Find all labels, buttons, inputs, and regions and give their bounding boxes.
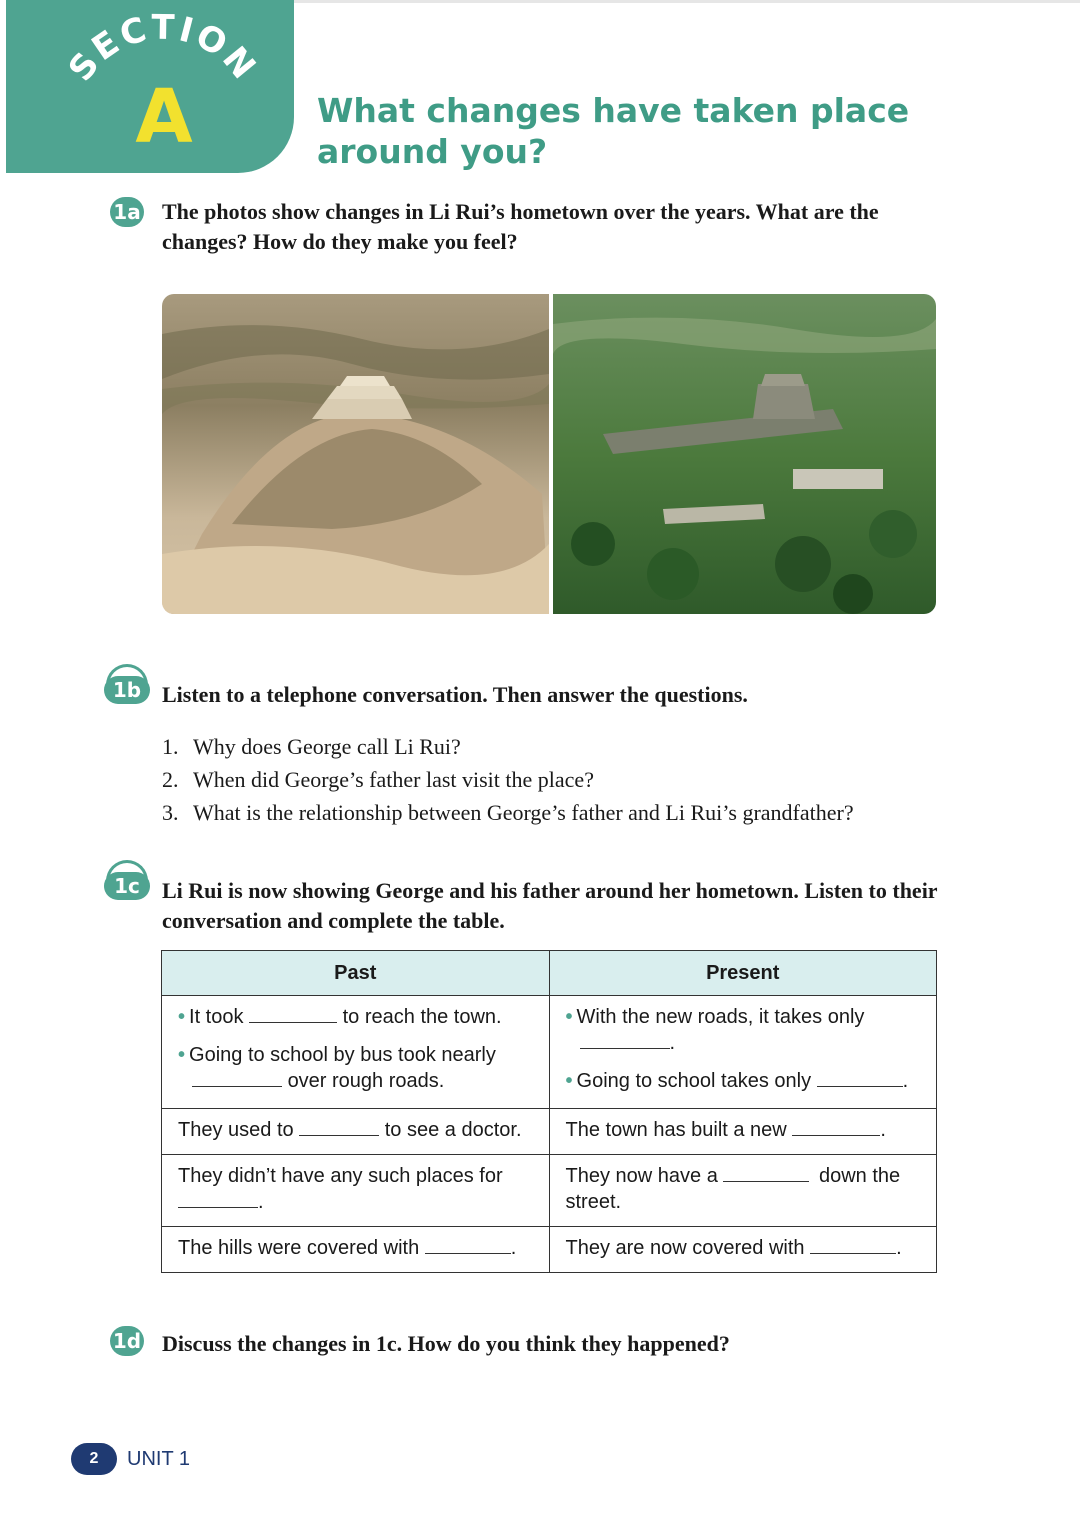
table-row (162, 1155, 937, 1227)
answer-blank[interactable] (817, 1069, 903, 1087)
table-cell-present: They now have a down the street. (549, 1155, 937, 1227)
section-letter: A (135, 74, 193, 160)
answer-blank[interactable] (299, 1118, 379, 1136)
question-list (162, 730, 962, 829)
section-banner (6, 0, 294, 173)
table-cell-present: • With the new roads, it takes only . • Going to school takes only . (549, 996, 937, 1109)
unit-label: UNIT 1 (127, 1448, 190, 1470)
table-cell-past: • It took to reach the town. • Going to school by bus took nearly over rough roads. (162, 996, 550, 1109)
table-cell-present: The town has built a new . (549, 1109, 937, 1155)
table-header-past: Past (162, 951, 550, 996)
answer-blank[interactable] (792, 1118, 880, 1136)
instruction-1d: Discuss the changes in 1c. How do you think they happened? (162, 1331, 730, 1356)
page-number: 2 (71, 1443, 117, 1475)
activity-badge-1b: 1b (104, 664, 150, 704)
answer-blank[interactable] (249, 1005, 337, 1023)
activity-badge-1c: 1c (104, 860, 150, 900)
activity-badge-1d: 1d (110, 1326, 144, 1356)
answer-blank[interactable] (178, 1190, 258, 1208)
answer-blank[interactable] (192, 1069, 282, 1087)
page-title: What changes have taken place around you? (317, 91, 910, 171)
top-rule (294, 0, 1080, 3)
table-cell-past: They didn’t have any such places for . (162, 1155, 550, 1227)
answer-blank[interactable] (810, 1236, 896, 1254)
list-item: 2. When did George’s father last visit the place? (162, 767, 594, 792)
table-header-present: Present (549, 951, 937, 996)
bullet-dot: • (178, 1044, 186, 1066)
activity-badge-1a: 1a (110, 197, 144, 227)
bullet-dot: • (178, 1006, 186, 1028)
answer-blank[interactable] (580, 1031, 670, 1049)
answer-blank[interactable] (723, 1164, 809, 1182)
changes-table (161, 950, 937, 1273)
instruction-1c: Li Rui is now showing George and his father around her hometown. Listen to their conversation and complete the table. (162, 878, 938, 933)
list-item: 3. What is the relationship between George’s father and Li Rui’s grandfather? (162, 800, 854, 825)
table-row (162, 1109, 937, 1155)
present-hometown-photo (553, 294, 936, 614)
bullet-dot: • (565, 1006, 573, 1028)
table-row (162, 996, 937, 1109)
table-cell-past: They used to to see a doctor. (162, 1109, 550, 1155)
photo-pair (162, 294, 936, 614)
past-hometown-photo (162, 294, 549, 614)
table-row (162, 1227, 937, 1273)
list-item: 1. Why does George call Li Rui? (162, 734, 461, 759)
bullet-dot: • (565, 1070, 573, 1092)
instruction-1b: Listen to a telephone conversation. Then answer the questions. (162, 682, 748, 707)
instruction-1a: The photos show changes in Li Rui’s hometown over the years. What are the changes? How do they make you feel? (162, 199, 879, 254)
table-cell-past: The hills were covered with . (162, 1227, 550, 1273)
answer-blank[interactable] (425, 1236, 511, 1254)
table-cell-present: They are now covered with . (549, 1227, 937, 1273)
svg-text:SECTION: SECTION (60, 7, 266, 89)
